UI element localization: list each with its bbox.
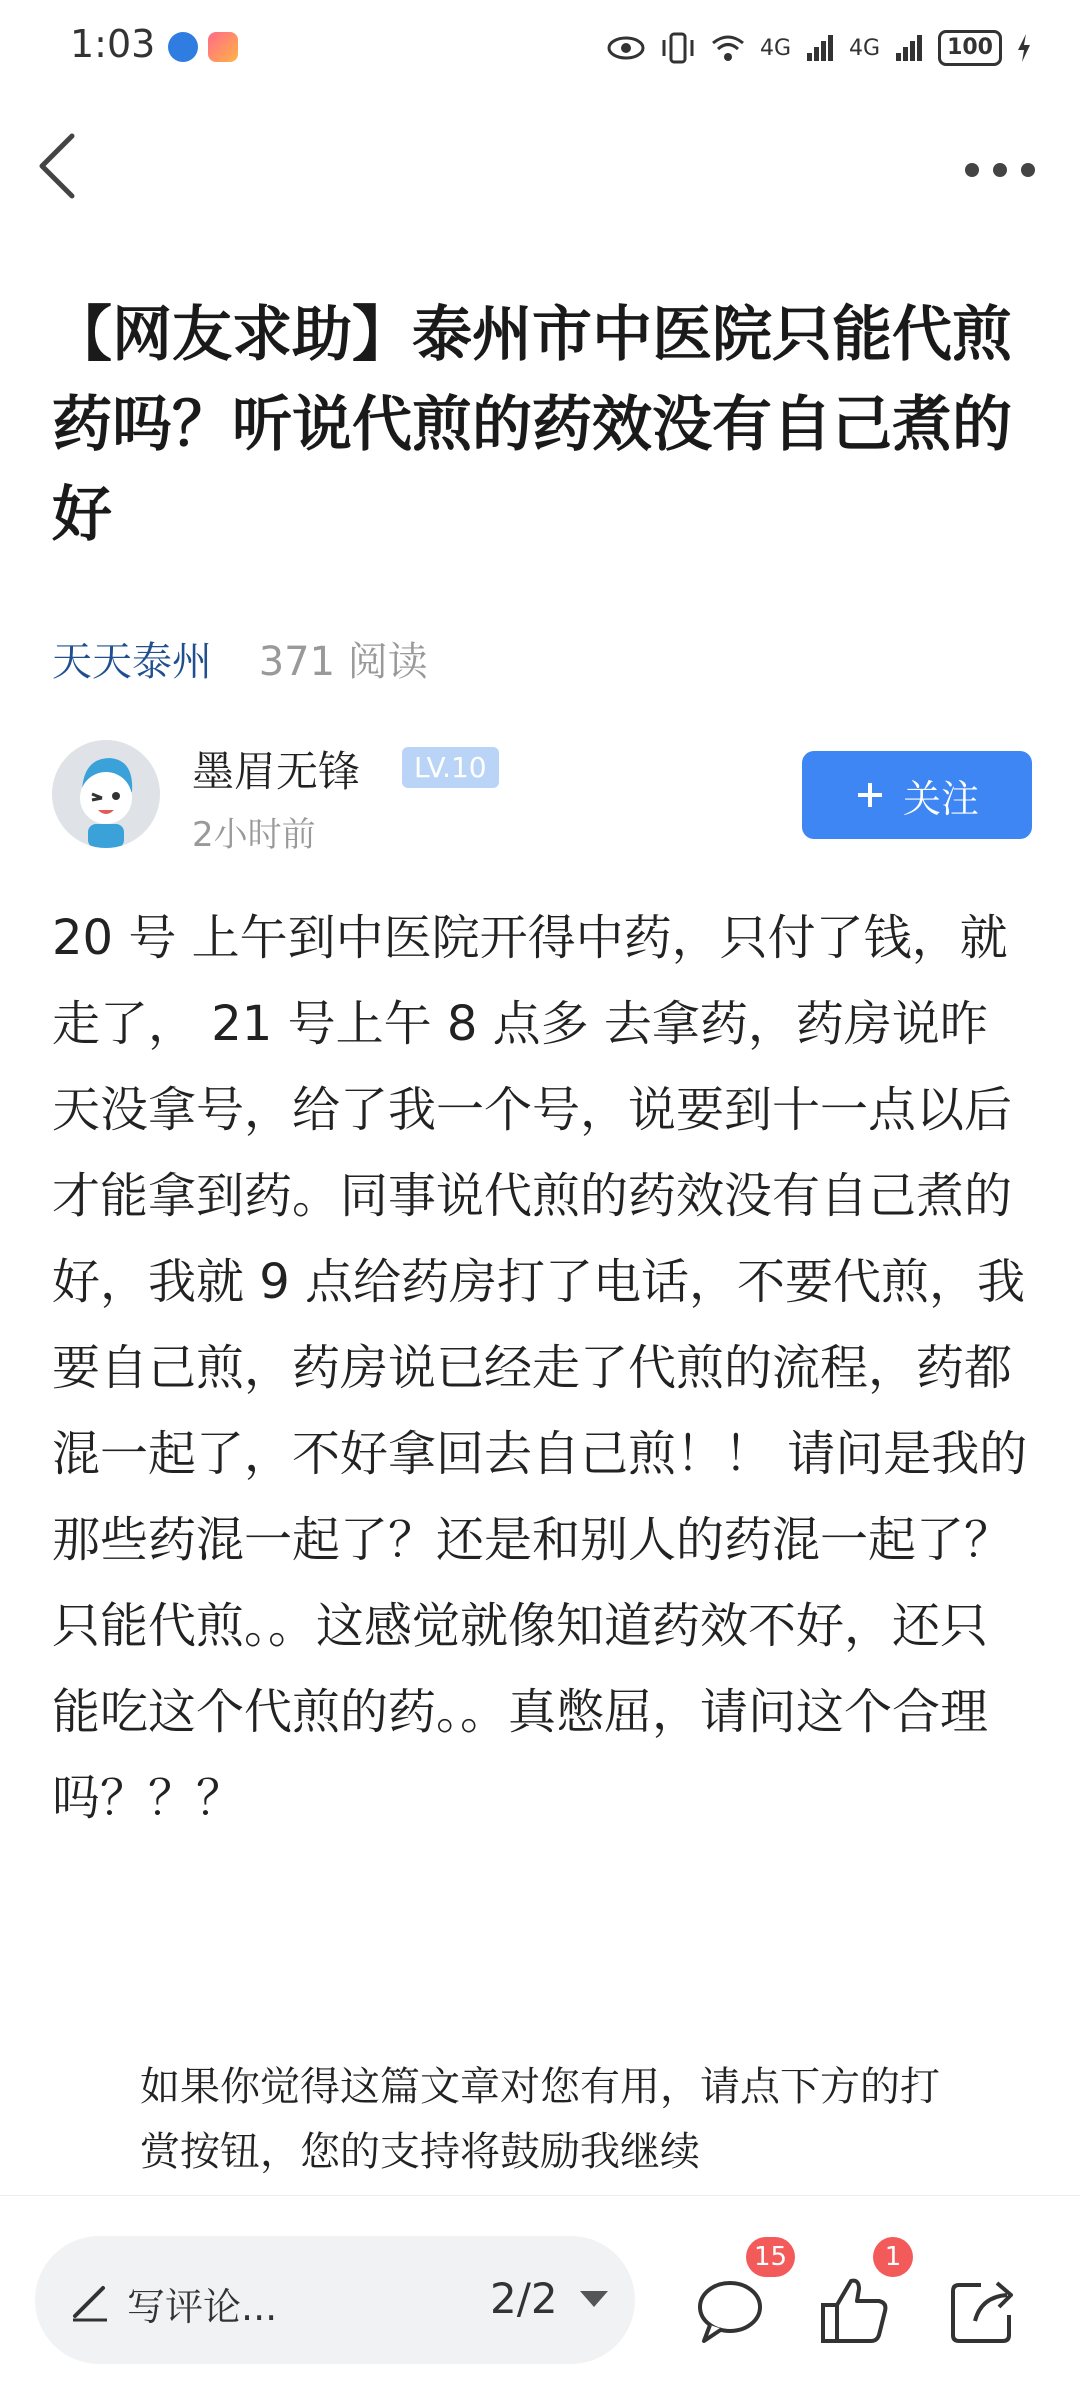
author-name[interactable]: 墨眉无锋 <box>192 747 361 796</box>
more-options-button[interactable] <box>960 150 1040 190</box>
share-button[interactable] <box>945 2271 1025 2351</box>
chevron-left-icon <box>30 128 90 204</box>
page-indicator[interactable]: 2/2 <box>490 2274 558 2323</box>
app-notification-icon <box>208 32 238 62</box>
network-label-2: 4G <box>849 35 881 61</box>
battery-indicator: 100 <box>938 30 1002 66</box>
signal-icon <box>894 33 924 63</box>
nav-bar <box>0 110 1080 220</box>
author-row <box>52 735 1032 855</box>
bottom-bar <box>0 2195 1080 2401</box>
reward-note: 如果你觉得这篇文章对您有用，请点下方的打赏按钮，您的支持将鼓励我继续 <box>140 2064 940 2175</box>
share-icon <box>945 2271 1025 2351</box>
app-notification-icon <box>168 32 198 62</box>
post-time: 2小时前 <box>192 815 316 855</box>
status-bar <box>0 0 1080 96</box>
thumbs-up-icon <box>815 2271 895 2351</box>
back-button[interactable] <box>30 128 90 204</box>
vibrate-icon <box>660 31 696 65</box>
chevron-down-icon[interactable] <box>580 2291 608 2307</box>
source-link[interactable]: 天天泰州 <box>52 639 212 685</box>
wifi-icon <box>710 33 746 63</box>
more-dots-icon <box>960 150 1040 190</box>
comments-button[interactable] <box>690 2242 788 2351</box>
level-badge: LV.10 <box>402 747 499 788</box>
eye-icon <box>606 34 646 62</box>
read-count: 371 阅读 <box>258 639 428 685</box>
follow-label: 关注 <box>902 776 979 821</box>
status-icons <box>606 26 1032 70</box>
pen-icon <box>67 2278 113 2324</box>
avatar-icon <box>52 740 160 848</box>
comments-count-badge: 15 <box>746 2237 795 2277</box>
likes-count-badge: 1 <box>873 2237 913 2277</box>
signal-icon <box>805 33 835 63</box>
network-label: 4G <box>759 35 792 61</box>
avatar[interactable] <box>52 740 160 848</box>
plus-icon <box>855 780 885 810</box>
article-meta <box>52 630 428 687</box>
article-body: 20 号 上午到中医院开得中药，只付了钱，就走了， 21 号上午 8 点多 去拿药，药房说昨天没拿号，给了我一个号，说要到十一点以后才能拿到药。同事说代煎的药效没有自己煮的好，我就 9 点给药房打了电话，不要代煎，我要自己煎，药房说已经走了代煎的流程，药都混一起了，不好拿回去自己煎！！ 请问是我的那些药混一起了？还是和别人的药混一起了？只能代煎。。这感觉就像知道药效不好，还只能吃这个代煎的药。。真憋屈，请问这个合理吗？？？ <box>52 910 1028 1826</box>
comment-bubble-icon <box>690 2271 770 2351</box>
like-button[interactable] <box>815 2242 902 2351</box>
status-time: 1:03 <box>70 22 156 66</box>
article-title: 【网友求助】泰州市中医院只能代煎药吗？听说代煎的药效没有自己煮的好 <box>52 300 1012 550</box>
follow-button[interactable] <box>802 751 1032 839</box>
charging-icon <box>1016 33 1032 63</box>
comment-placeholder: 写评论... <box>127 2285 278 2329</box>
comment-input[interactable] <box>35 2236 635 2364</box>
